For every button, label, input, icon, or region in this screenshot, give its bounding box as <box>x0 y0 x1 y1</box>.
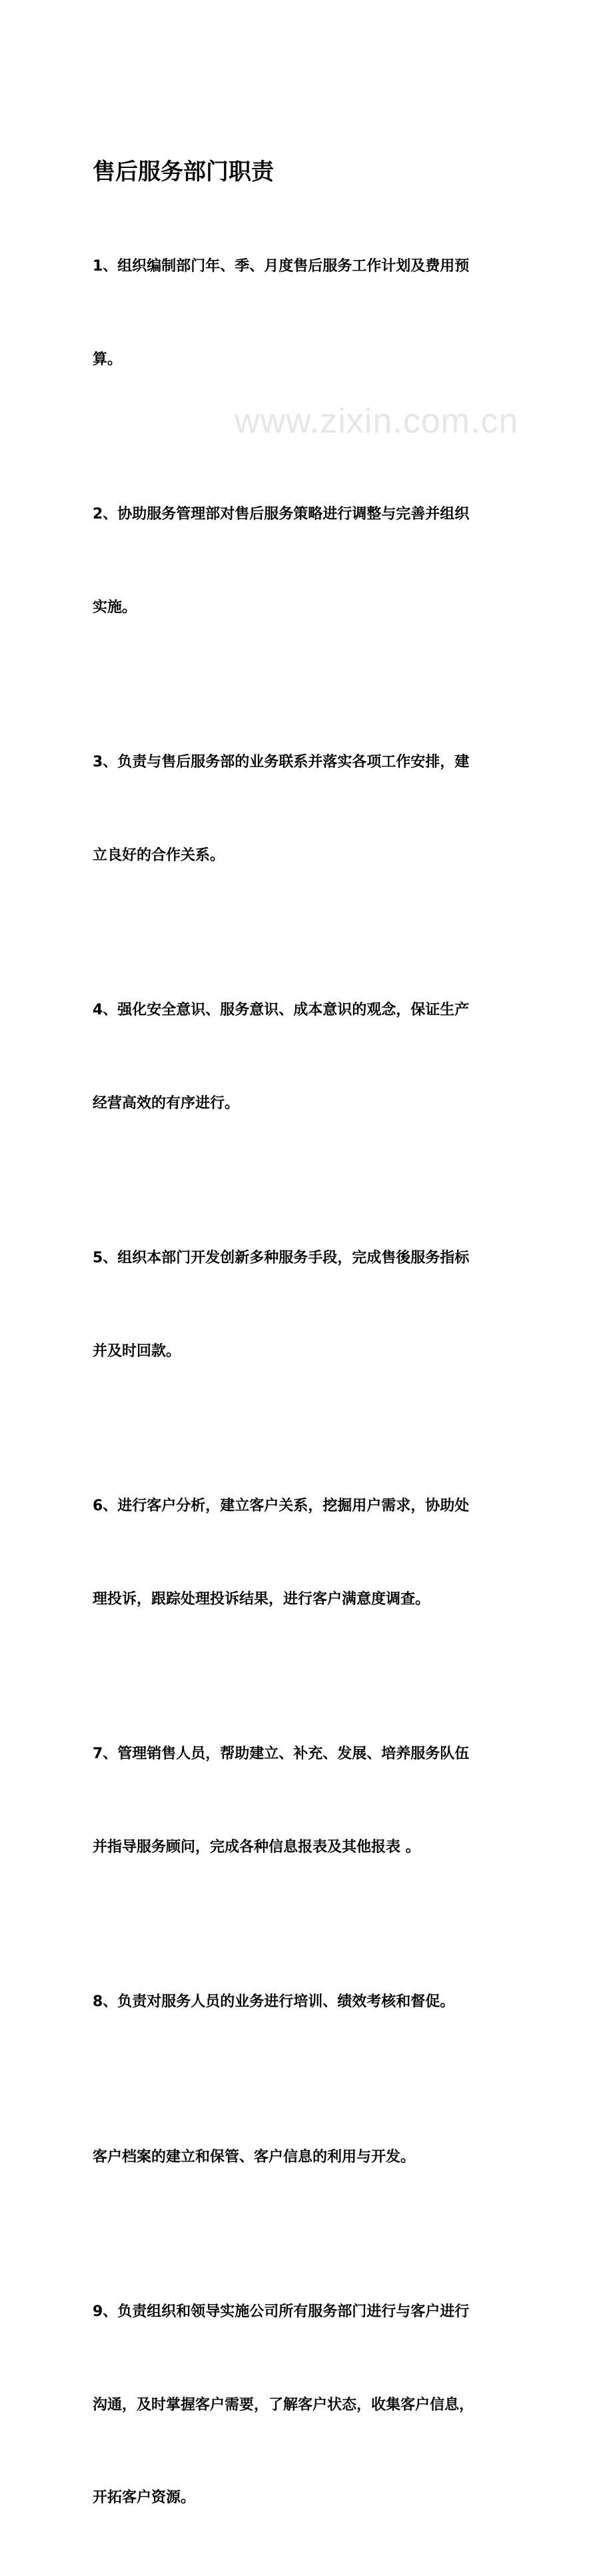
paragraph-item <box>93 2235 526 2576</box>
paragraph-item <box>93 1677 526 1925</box>
paragraph-line: 9、负责组织和领导实施公司所有服务部门进行与客户进行 <box>93 2303 470 2320</box>
paragraph-line: 实施。 <box>93 599 137 616</box>
document-title: 售后服务部门职责 <box>93 159 274 185</box>
paragraph-line: 7、管理销售人员，帮助建立、补充、发展、培养服务队伍 <box>93 1746 470 1762</box>
watermark-text: www.zixin.com.cn <box>235 402 519 441</box>
paragraph-line: 沟通，及时掌握客户需要，了解客户状态，收集客户信息， <box>93 2396 474 2413</box>
paragraph-item <box>93 1181 526 1429</box>
paragraph-line: 经营高效的有序进行。 <box>93 1094 240 1112</box>
paragraph-line: 开拓客户资源。 <box>93 2489 196 2506</box>
paragraph-item <box>93 437 526 685</box>
paragraph-line: 客户档案的建立和保管、客户信息的利用与开发。 <box>93 2148 416 2165</box>
paragraph-line: 6、进行客户分析，建立客户关系，挖掘用户需求，协助处 <box>93 1498 470 1514</box>
paragraph-line: 并指导服务顾问，完成各种信息报表及其他报表 。 <box>93 1838 420 1856</box>
paragraph-item <box>93 2080 526 2235</box>
document-body <box>93 155 526 2576</box>
paragraph-line: 理投诉，跟踪处理投诉结果，进行客户满意度调查。 <box>93 1590 430 1608</box>
paragraph-line: 5、组织本部门开发创新多种服务手段，完成售後服务指标 <box>93 1250 470 1266</box>
paragraph-line: 4、强化安全意识、服务意识、成本意识的观念，保证生产 <box>93 1002 470 1018</box>
paragraph-line: 并及时回款。 <box>93 1342 181 1360</box>
paragraph-item <box>93 685 526 933</box>
paragraph-item <box>93 189 526 437</box>
paragraph-line: 3、负责与售后服务部的业务联系并落实各项工作安排，建 <box>93 754 470 770</box>
paragraph-line: 1、组织编制部门年、季、月度售后服务工作计划及费用预 <box>93 258 470 275</box>
paragraph-line: 2、协助服务管理部对售后服务策略进行调整与完善并组织 <box>93 506 470 523</box>
paragraph-line: 立良好的合作关系。 <box>93 846 225 864</box>
paragraph-item <box>93 1925 526 2080</box>
paragraph-line: 算。 <box>93 351 123 368</box>
paragraph-item <box>93 1429 526 1677</box>
paragraph-item <box>93 933 526 1181</box>
paragraph-list <box>93 189 526 2576</box>
paragraph-line: 8、负责对服务人员的业务进行培训、绩效考核和督促。 <box>93 1993 455 2010</box>
